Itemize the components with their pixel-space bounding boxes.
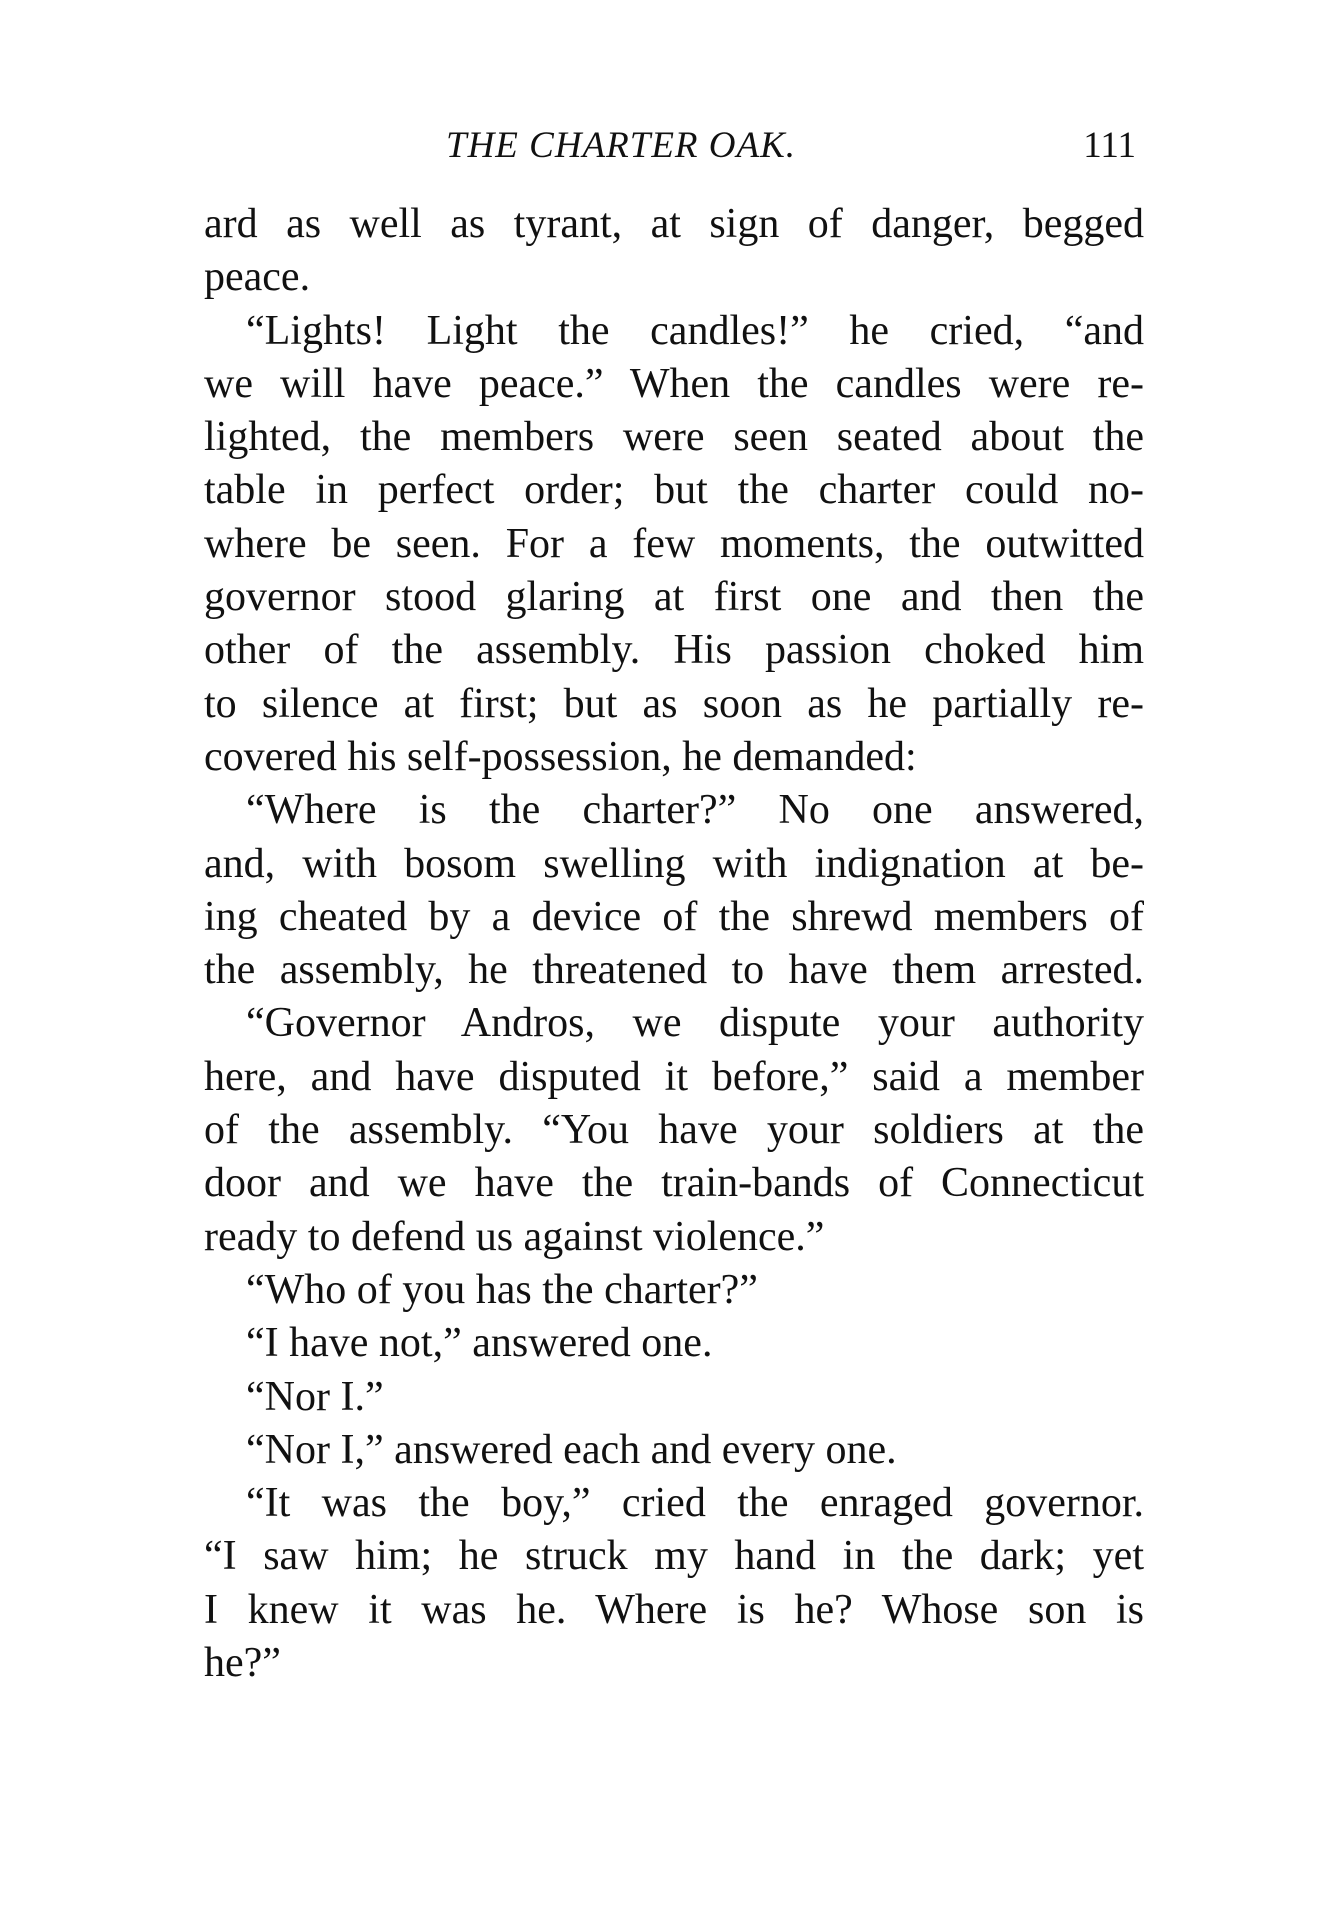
text-line: I knew it was he. Where is he? Whose son is: [204, 1586, 1144, 1633]
text-line: “Governor Andros, we dispute your authority: [246, 1000, 1144, 1047]
text-line: “Where is the charter?” No one answered,: [246, 787, 1144, 834]
text-line: “Lights! Light the candles!” he cried, “and: [246, 307, 1144, 354]
text-line: here, and have disputed it before,” said a member: [204, 1053, 1144, 1100]
text-line: other of the assembly. His passion choked him: [204, 627, 1144, 674]
text-line: table in perfect order; but the charter could no-: [204, 467, 1144, 514]
text-line: governor stood glaring at first one and then the: [204, 574, 1144, 621]
body-text: [204, 198, 1144, 1690]
text-line: of the assembly. “You have your soldiers at the: [204, 1107, 1144, 1154]
text-line: ing cheated by a device of the shrewd members of: [204, 893, 1144, 940]
text-line: peace.: [204, 254, 311, 301]
text-line: ready to defend us against violence.”: [204, 1213, 825, 1260]
text-line: “Who of you has the charter?”: [246, 1266, 758, 1313]
running-title: THE CHARTER OAK.: [446, 125, 797, 166]
text-line: we will have peace.” When the candles were re-: [204, 360, 1144, 407]
text-line: “I have not,” answered one.: [246, 1320, 713, 1367]
text-line: “It was the boy,” cried the enraged governor.: [246, 1480, 1144, 1527]
page-number: 111: [1083, 125, 1136, 166]
text-line: to silence at first; but as soon as he partially re-: [204, 680, 1144, 727]
text-line: and, with bosom swelling with indignation at be-: [204, 840, 1144, 887]
text-line: lighted, the members were seen seated about the: [204, 414, 1144, 461]
text-line: “Nor I,” answered each and every one.: [246, 1426, 897, 1473]
text-line: ard as well as tyrant, at sign of danger, begged: [204, 201, 1144, 247]
text-line: the assembly, he threatened to have them arrested.: [204, 947, 1144, 994]
text-line: “I saw him; he struck my hand in the dark; yet: [204, 1533, 1144, 1580]
text-line: where be seen. For a few moments, the outwitted: [204, 520, 1144, 567]
text-line: he?”: [204, 1640, 281, 1687]
text-line: “Nor I.”: [246, 1373, 384, 1420]
page-header: [200, 124, 1142, 174]
text-line: door and we have the train-bands of Connecticut: [204, 1160, 1144, 1207]
text-line: covered his self-possession, he demanded:: [204, 733, 917, 780]
